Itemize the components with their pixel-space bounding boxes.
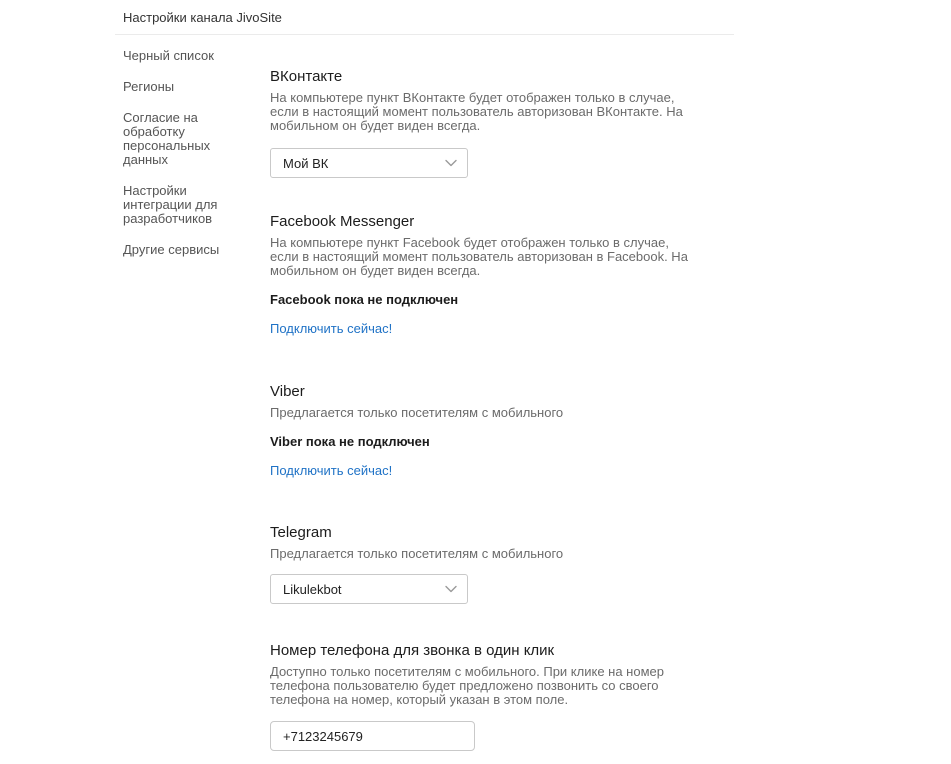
telegram-bot-select-value: Likulekbot	[283, 581, 342, 597]
section-viber	[270, 383, 710, 480]
section-vkontakte	[270, 68, 710, 178]
settings-content	[270, 49, 710, 751]
sidebar-item-blacklist[interactable]: Черный список	[123, 48, 214, 63]
chevron-down-icon	[445, 585, 457, 593]
telegram-bot-select[interactable]	[270, 574, 468, 604]
sidebar-item-personal-data-consent[interactable]: Согласие на обработку персональных данных	[123, 110, 211, 167]
viber-status: Viber пока не подключен	[270, 434, 430, 449]
sidebar-nav	[123, 49, 235, 751]
facebook-status: Facebook пока не подключен	[270, 292, 459, 307]
facebook-title: Facebook Messenger	[270, 213, 415, 230]
vkontakte-title: ВКонтакте	[270, 68, 343, 85]
phone-description: Доступно только посетителям с мобильного. При клике на номер телефона пользователю будет предложено позвонить со своего телефона на номер, который указан в этом поле.	[270, 664, 664, 707]
main-layout	[0, 35, 951, 751]
sidebar-item-developer-integration[interactable]: Настройки интеграции для разработчиков	[123, 183, 218, 226]
sidebar-item-other-services[interactable]: Другие сервисы	[123, 242, 220, 257]
vkontakte-account-select[interactable]	[270, 148, 468, 178]
chevron-down-icon	[445, 159, 457, 167]
vkontakte-account-select-value: Мой ВК	[283, 155, 329, 171]
section-telegram	[270, 524, 710, 604]
page-title: Настройки канала JivoSite	[123, 10, 282, 25]
sidebar-item-regions[interactable]: Регионы	[123, 79, 175, 94]
telegram-description: Предлагается только посетителям с мобильного	[270, 546, 564, 561]
section-phone-number	[270, 642, 710, 751]
viber-title: Viber	[270, 383, 305, 400]
facebook-description: На компьютере пункт Facebook будет отображен только в случае, если в настоящий момент пользователь авторизован в Facebook. На мобильном он будет виден всегда.	[270, 235, 688, 278]
telegram-title: Telegram	[270, 524, 332, 541]
facebook-connect-link[interactable]: Подключить сейчас!	[270, 321, 393, 336]
phone-number-input[interactable]	[270, 721, 475, 751]
section-facebook	[270, 213, 710, 338]
viber-description: Предлагается только посетителям с мобильного	[270, 405, 564, 420]
vkontakte-description: На компьютере пункт ВКонтакте будет отображен только в случае, если в настоящий момент пользователь авторизован ВКонтакте. На мобильном он будет виден всегда.	[270, 90, 683, 133]
viber-connect-link[interactable]: Подключить сейчас!	[270, 463, 393, 478]
page-header	[115, 0, 734, 35]
phone-title: Номер телефона для звонка в один клик	[270, 642, 555, 659]
